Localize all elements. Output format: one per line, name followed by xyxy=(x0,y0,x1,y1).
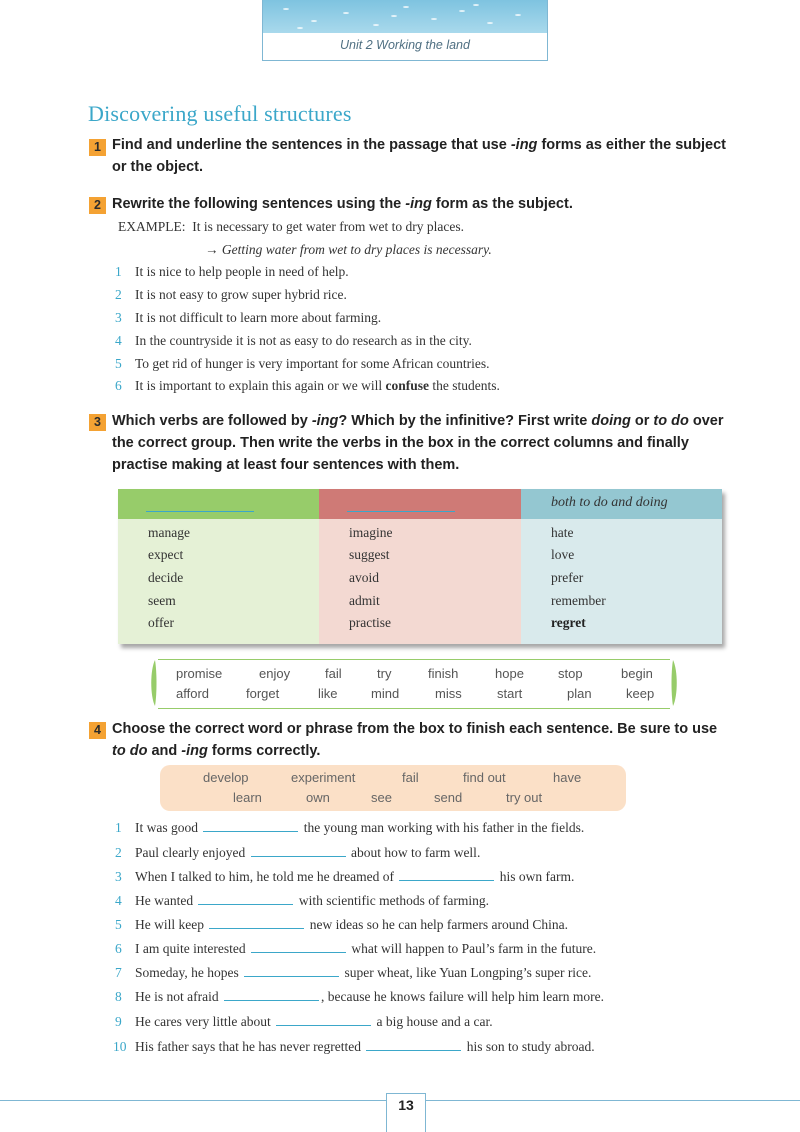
verb-cell: prefer xyxy=(551,570,584,585)
section-title: Discovering useful structures xyxy=(88,101,352,126)
exercise-3-number: 3 xyxy=(89,414,106,431)
exercise-1-number: 1 xyxy=(89,139,106,156)
exercise-2-number: 2 xyxy=(89,197,106,214)
word-box-word: have xyxy=(553,770,582,785)
answer-blank[interactable] xyxy=(276,1015,371,1026)
word-box-word: hope xyxy=(495,666,524,681)
word-box-word: finish xyxy=(428,666,459,681)
word-box-word: mind xyxy=(371,686,400,701)
page-number: 13 xyxy=(386,1093,426,1132)
unit-title: Unit 2 Working the land xyxy=(340,38,470,52)
word-box-word: stop xyxy=(558,666,583,681)
verb-table xyxy=(118,489,722,644)
word-box-word: enjoy xyxy=(259,666,291,681)
exercise-3-instruction: Which verbs are followed by -ing? Which by the infinitive? First write doing or to do over the correct group. Then write the verbs in the box in the correct columns and finally practise making at least four sentences with them. xyxy=(112,413,724,473)
word-box-word: plan xyxy=(567,686,592,701)
word-box-word: find out xyxy=(463,770,506,785)
verb-cell: suggest xyxy=(349,547,390,562)
verb-column-1 xyxy=(118,489,319,644)
verb-cell: decide xyxy=(148,570,184,585)
word-box-word: promise xyxy=(176,666,223,681)
word-box-word: experiment xyxy=(291,770,356,785)
word-box-word: fail xyxy=(402,770,419,785)
word-box-word: forget xyxy=(246,686,280,701)
exercise-1-instruction: Find and underline the sentences in the passage that use -ing forms as either the subject or the object. xyxy=(112,137,726,175)
verb-cell: admit xyxy=(349,593,380,608)
word-box-word: miss xyxy=(435,686,462,701)
word-box-word: begin xyxy=(621,666,653,681)
column-1-answer-line[interactable] xyxy=(146,511,254,512)
word-box-word: fail xyxy=(325,666,342,681)
verb-cell: hate xyxy=(551,525,574,540)
word-box-word: try xyxy=(377,666,392,681)
word-box-word: own xyxy=(306,790,330,805)
header-water-image xyxy=(263,0,547,33)
example-answer: → Getting water from wet to dry places is necessary. xyxy=(205,242,492,257)
column-2-answer-line[interactable] xyxy=(347,511,455,512)
leaf-right-icon xyxy=(670,658,680,708)
word-box-word: afford xyxy=(176,686,210,701)
answer-blank[interactable] xyxy=(198,894,293,905)
word-box-word: like xyxy=(318,686,338,701)
verb-cell: seem xyxy=(148,593,176,608)
answer-blank[interactable] xyxy=(251,942,346,953)
verb-cell: offer xyxy=(148,615,174,630)
verb-cell: remember xyxy=(551,593,606,608)
exercise-4-number: 4 xyxy=(89,722,106,739)
verb-cell: imagine xyxy=(349,525,393,540)
answer-blank[interactable] xyxy=(251,846,346,857)
exercise-4-instruction: Choose the correct word or phrase from the box to finish each sentence. Be sure to use to do and -ing forms correctly. xyxy=(112,721,718,759)
verb-column-2 xyxy=(319,489,521,644)
word-box-word: send xyxy=(434,790,463,805)
example-sentence: EXAMPLE: It is necessary to get water from wet to dry places. xyxy=(118,219,465,234)
column-3-title: both to do and doing xyxy=(551,495,668,510)
word-box-word: see xyxy=(371,790,392,805)
verb-cell: practise xyxy=(349,615,391,630)
answer-blank[interactable] xyxy=(244,966,339,977)
verb-word-box xyxy=(158,659,670,709)
leaf-left-icon xyxy=(148,658,158,708)
answer-blank[interactable] xyxy=(224,990,319,1001)
verb-cell: expect xyxy=(148,547,184,562)
answer-blank[interactable] xyxy=(203,821,298,832)
word-box-word: keep xyxy=(626,686,655,701)
answer-blank[interactable] xyxy=(366,1040,461,1051)
word-box-word: develop xyxy=(203,770,249,785)
answer-blank[interactable] xyxy=(209,918,304,929)
answer-blank[interactable] xyxy=(399,870,494,881)
phrase-word-box xyxy=(160,765,626,811)
verb-column-3 xyxy=(521,489,722,644)
verb-cell: love xyxy=(551,547,575,562)
word-box-word: try out xyxy=(506,790,543,805)
unit-header xyxy=(262,0,548,61)
exercise-2-instruction: Rewrite the following sentences using the -ing form as the subject. xyxy=(112,196,573,212)
word-box-word: start xyxy=(497,686,523,701)
verb-cell: avoid xyxy=(349,570,379,585)
verb-cell: regret xyxy=(551,615,586,630)
verb-cell: manage xyxy=(148,525,190,540)
word-box-word: learn xyxy=(233,790,262,805)
